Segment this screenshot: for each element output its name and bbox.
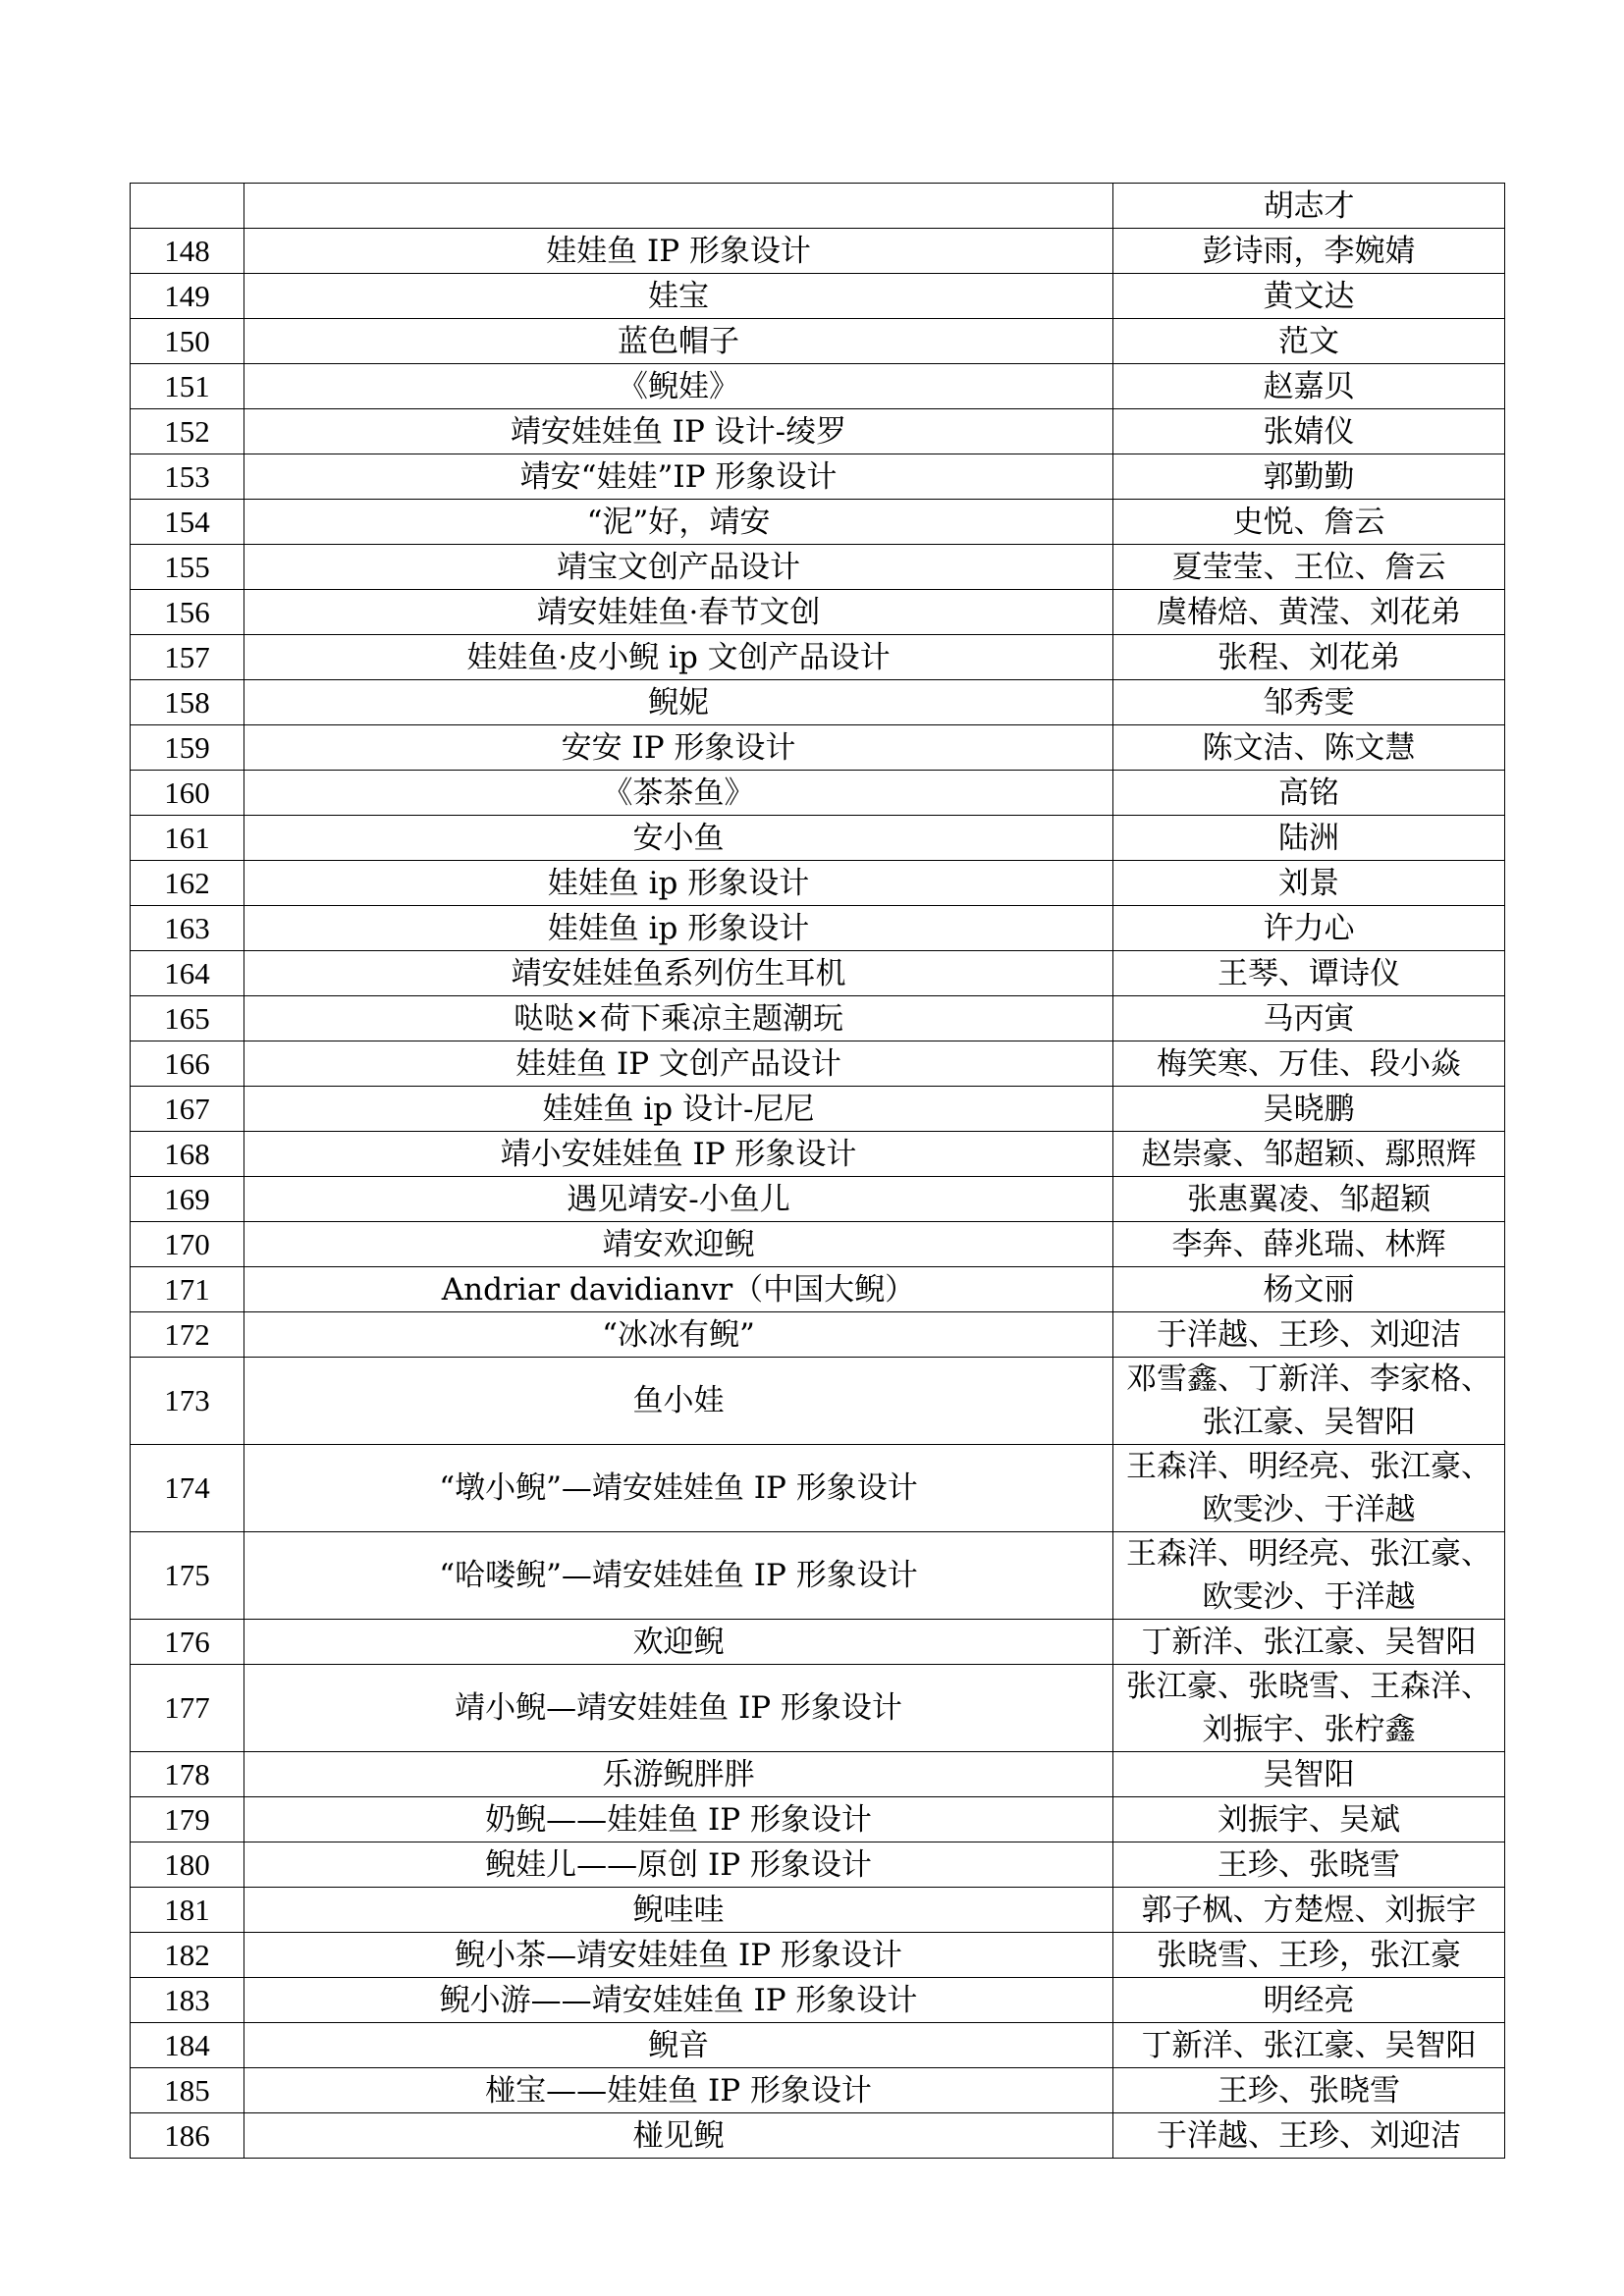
author-line: 王珍、张晓雪 — [1218, 2072, 1400, 2109]
table-row — [131, 1312, 1505, 1358]
entry-number-cell: 152 — [131, 409, 244, 454]
entry-title-cell: 安安 IP 形象设计 — [244, 725, 1113, 771]
entry-number-cell: 171 — [131, 1267, 244, 1312]
entry-number-cell: 165 — [131, 996, 244, 1041]
entry-number-cell: 151 — [131, 364, 244, 409]
entry-title-cell: 娃娃鱼 ip 形象设计 — [244, 861, 1113, 906]
entry-number-cell: 153 — [131, 454, 244, 500]
entry-title-cell: 靖安“娃娃”IP 形象设计 — [244, 454, 1113, 500]
author-line: 丁新洋、张江豪、吴智阳 — [1141, 1624, 1477, 1660]
entry-authors-cell — [1113, 1358, 1505, 1445]
entry-authors-cell — [1113, 725, 1505, 771]
entry-authors-cell — [1113, 951, 1505, 996]
entry-title-cell: 安小鱼 — [244, 816, 1113, 861]
table-row — [131, 1978, 1505, 2023]
author-line: 丁新洋、张江豪、吴智阳 — [1141, 2027, 1477, 2063]
author-line: 马丙寅 — [1263, 1000, 1355, 1037]
entry-number-cell: 157 — [131, 635, 244, 680]
author-line: 高铭 — [1278, 774, 1339, 811]
entry-authors-cell — [1113, 1312, 1505, 1358]
entry-number-cell: 155 — [131, 545, 244, 590]
entry-number-cell: 181 — [131, 1888, 244, 1933]
author-line: 张婧仪 — [1263, 413, 1355, 450]
entry-title-cell: 奶鲵——娃娃鱼 IP 形象设计 — [244, 1797, 1113, 1842]
author-line: 张程、刘花弟 — [1218, 639, 1400, 675]
entry-number-cell: 159 — [131, 725, 244, 771]
entry-authors-cell — [1113, 1752, 1505, 1797]
table-row — [131, 590, 1505, 635]
entry-authors-cell — [1113, 409, 1505, 454]
entry-authors-cell — [1113, 319, 1505, 364]
author-line: 刘景 — [1278, 865, 1339, 901]
table-row — [131, 1842, 1505, 1888]
table-row — [131, 364, 1505, 409]
entry-number-cell: 186 — [131, 2113, 244, 2159]
table-row — [131, 1888, 1505, 1933]
author-line: 陈文洁、陈文慧 — [1202, 729, 1416, 766]
table-row — [131, 1087, 1505, 1132]
author-line: 王珍、张晓雪 — [1218, 1846, 1400, 1883]
entry-title-cell: 鲵小游——靖安娃娃鱼 IP 形象设计 — [244, 1978, 1113, 2023]
author-line: 李奔、薛兆瑞、林辉 — [1171, 1226, 1446, 1262]
table-row — [131, 1620, 1505, 1665]
author-line: 赵崇豪、邹超颖、鄢照辉 — [1141, 1136, 1477, 1172]
entry-title-cell: 娃宝 — [244, 274, 1113, 319]
author-line: 彭诗雨，李婉婧 — [1202, 233, 1416, 269]
entry-title-cell — [244, 184, 1113, 229]
entry-authors-cell — [1113, 906, 1505, 951]
table-row — [131, 1358, 1505, 1445]
table-row — [131, 1132, 1505, 1177]
entry-number-cell: 162 — [131, 861, 244, 906]
entry-number-cell: 164 — [131, 951, 244, 996]
entry-title-cell: Andriar davidianvr（中国大鲵） — [244, 1267, 1113, 1312]
author-line: 梅笑寒、万佳、段小焱 — [1157, 1045, 1461, 1082]
table-row — [131, 1933, 1505, 1978]
author-line: 陆洲 — [1278, 820, 1339, 856]
table-row — [131, 816, 1505, 861]
entry-number-cell: 172 — [131, 1312, 244, 1358]
entry-authors-cell — [1113, 816, 1505, 861]
entry-number-cell: 161 — [131, 816, 244, 861]
entry-authors-cell — [1113, 500, 1505, 545]
table-row — [131, 319, 1505, 364]
entry-authors-cell — [1113, 274, 1505, 319]
entry-number-cell: 169 — [131, 1177, 244, 1222]
entry-authors-cell — [1113, 1132, 1505, 1177]
entry-number-cell: 185 — [131, 2068, 244, 2113]
entry-authors-cell — [1113, 590, 1505, 635]
entry-title-cell: 娃娃鱼 IP 形象设计 — [244, 229, 1113, 274]
author-line: 赵嘉贝 — [1263, 368, 1355, 404]
author-line: 王森洋、明经亮、张江豪、 — [1126, 1449, 1491, 1484]
entry-title-cell: 哒哒×荷下乘凉主题潮玩 — [244, 996, 1113, 1041]
entry-title-cell: 椪宝——娃娃鱼 IP 形象设计 — [244, 2068, 1113, 2113]
author-line: 于洋越、王珍、刘迎洁 — [1157, 1316, 1461, 1353]
entry-title-cell: 鲵小茶—靖安娃娃鱼 IP 形象设计 — [244, 1933, 1113, 1978]
author-line: 邹秀雯 — [1263, 684, 1355, 721]
table-row — [131, 274, 1505, 319]
entry-authors-cell — [1113, 1620, 1505, 1665]
entry-title-cell: 靖小安娃娃鱼 IP 形象设计 — [244, 1132, 1113, 1177]
entry-title-cell: “泥”好，靖安 — [244, 500, 1113, 545]
author-line: 王森洋、明经亮、张江豪、 — [1126, 1536, 1491, 1572]
entry-title-cell: 鲵妮 — [244, 680, 1113, 725]
table-row — [131, 2068, 1505, 2113]
entry-authors-cell — [1113, 996, 1505, 1041]
entry-title-cell: 靖小鲵—靖安娃娃鱼 IP 形象设计 — [244, 1665, 1113, 1752]
author-line: 张惠翼凌、邹超颖 — [1187, 1181, 1431, 1217]
author-line: 许力心 — [1263, 910, 1355, 946]
entry-title-cell: 靖宝文创产品设计 — [244, 545, 1113, 590]
entry-authors-cell — [1113, 1978, 1505, 2023]
author-line: 虞椿焙、黄滢、刘花弟 — [1157, 594, 1461, 630]
entry-number-cell: 176 — [131, 1620, 244, 1665]
entry-title-cell: 鲵哇哇 — [244, 1888, 1113, 1933]
entry-number-cell: 149 — [131, 274, 244, 319]
table-row — [131, 1041, 1505, 1087]
entry-number-cell: 166 — [131, 1041, 244, 1087]
entry-title-cell: 鱼小娃 — [244, 1358, 1113, 1445]
entry-authors-cell — [1113, 454, 1505, 500]
table-row — [131, 409, 1505, 454]
author-line: 张江豪、吴智阳 — [1202, 1405, 1416, 1440]
table-row — [131, 1267, 1505, 1312]
author-line: 夏莹莹、王位、詹云 — [1171, 549, 1446, 585]
author-line: 吴晓鹏 — [1263, 1091, 1355, 1127]
entry-title-cell: 娃娃鱼 ip 形象设计 — [244, 906, 1113, 951]
entry-number-cell: 179 — [131, 1797, 244, 1842]
entry-title-cell: 鲵音 — [244, 2023, 1113, 2068]
entry-title-cell: “哈喽鲵”—靖安娃娃鱼 IP 形象设计 — [244, 1532, 1113, 1620]
entry-authors-cell — [1113, 364, 1505, 409]
entry-number-cell: 175 — [131, 1532, 244, 1620]
author-line: 杨文丽 — [1263, 1271, 1355, 1308]
entry-number-cell: 160 — [131, 771, 244, 816]
entries-table-body — [131, 184, 1505, 2159]
entry-authors-cell — [1113, 861, 1505, 906]
entry-title-cell: 靖安欢迎鲵 — [244, 1222, 1113, 1267]
entry-authors-cell — [1113, 771, 1505, 816]
entry-authors-cell — [1113, 545, 1505, 590]
entry-number-cell: 163 — [131, 906, 244, 951]
table-row — [131, 2113, 1505, 2159]
entry-number-cell: 173 — [131, 1358, 244, 1445]
author-line: 王琴、谭诗仪 — [1218, 955, 1400, 991]
entry-authors-cell — [1113, 229, 1505, 274]
entry-authors-cell — [1113, 184, 1505, 229]
entry-number-cell: 174 — [131, 1445, 244, 1532]
entry-authors-cell — [1113, 1665, 1505, 1752]
table-row — [131, 1445, 1505, 1532]
entry-number-cell: 170 — [131, 1222, 244, 1267]
entry-authors-cell — [1113, 1041, 1505, 1087]
entry-authors-cell — [1113, 1445, 1505, 1532]
entry-title-cell: 娃娃鱼 IP 文创产品设计 — [244, 1041, 1113, 1087]
author-line: 吴智阳 — [1263, 1756, 1355, 1792]
author-line: 于洋越、王珍、刘迎洁 — [1157, 2117, 1461, 2154]
author-line: 明经亮 — [1263, 1982, 1355, 2018]
entry-authors-cell — [1113, 1177, 1505, 1222]
table-row — [131, 951, 1505, 996]
entries-table — [130, 183, 1505, 2159]
entry-authors-cell — [1113, 1267, 1505, 1312]
entry-number-cell: 177 — [131, 1665, 244, 1752]
entry-authors-cell — [1113, 2068, 1505, 2113]
entry-title-cell: 椪见鲵 — [244, 2113, 1113, 2159]
entry-number-cell: 167 — [131, 1087, 244, 1132]
entry-title-cell: 欢迎鲵 — [244, 1620, 1113, 1665]
entry-title-cell: 遇见靖安-小鱼儿 — [244, 1177, 1113, 1222]
entry-title-cell: 娃娃鱼 ip 设计-尼尼 — [244, 1087, 1113, 1132]
entry-authors-cell — [1113, 2113, 1505, 2159]
entry-authors-cell — [1113, 1842, 1505, 1888]
table-row — [131, 861, 1505, 906]
entry-title-cell: 《茶茶鱼》 — [244, 771, 1113, 816]
table-row — [131, 680, 1505, 725]
table-row — [131, 906, 1505, 951]
author-line: 欧雯沙、于洋越 — [1202, 1579, 1416, 1615]
author-line: 刘振宇、张柠鑫 — [1202, 1712, 1416, 1747]
entry-title-cell: “墩小鲵”—靖安娃娃鱼 IP 形象设计 — [244, 1445, 1113, 1532]
entry-authors-cell — [1113, 1933, 1505, 1978]
table-row — [131, 1665, 1505, 1752]
entry-number-cell: 148 — [131, 229, 244, 274]
author-line: 郭子枫、方楚煜、刘振宇 — [1141, 1892, 1477, 1928]
table-row — [131, 454, 1505, 500]
entry-number-cell: 184 — [131, 2023, 244, 2068]
author-line: 刘振宇、吴斌 — [1218, 1801, 1400, 1838]
table-row — [131, 1177, 1505, 1222]
author-line: 史悦、詹云 — [1232, 504, 1385, 540]
entry-title-cell: “冰冰有鲵” — [244, 1312, 1113, 1358]
entry-number-cell: 178 — [131, 1752, 244, 1797]
entry-title-cell: 靖安娃娃鱼·春节文创 — [244, 590, 1113, 635]
entry-number-cell: 183 — [131, 1978, 244, 2023]
entry-number-cell: 150 — [131, 319, 244, 364]
table-row — [131, 545, 1505, 590]
entry-authors-cell — [1113, 1087, 1505, 1132]
entry-title-cell: 乐游鲵胖胖 — [244, 1752, 1113, 1797]
entry-number-cell: 180 — [131, 1842, 244, 1888]
table-row — [131, 1532, 1505, 1620]
entry-title-cell: 鲵娃儿——原创 IP 形象设计 — [244, 1842, 1113, 1888]
entry-authors-cell — [1113, 635, 1505, 680]
entry-number-cell: 156 — [131, 590, 244, 635]
entry-title-cell: 《鲵娃》 — [244, 364, 1113, 409]
table-row — [131, 635, 1505, 680]
entry-number-cell: 158 — [131, 680, 244, 725]
author-line: 黄文达 — [1263, 278, 1355, 314]
table-row — [131, 1797, 1505, 1842]
entry-authors-cell — [1113, 680, 1505, 725]
entry-authors-cell — [1113, 1888, 1505, 1933]
entry-title-cell: 靖安娃娃鱼系列仿生耳机 — [244, 951, 1113, 996]
table-row — [131, 229, 1505, 274]
table-row — [131, 996, 1505, 1041]
table-row — [131, 500, 1505, 545]
author-line: 张江豪、张晓雪、王森洋、 — [1126, 1669, 1491, 1704]
entry-authors-cell — [1113, 2023, 1505, 2068]
table-row — [131, 2023, 1505, 2068]
entry-number-cell: 182 — [131, 1933, 244, 1978]
entry-title-cell: 蓝色帽子 — [244, 319, 1113, 364]
entry-title-cell: 靖安娃娃鱼 IP 设计-绫罗 — [244, 409, 1113, 454]
author-line: 郭勤勤 — [1263, 458, 1355, 495]
author-line: 欧雯沙、于洋越 — [1202, 1492, 1416, 1527]
table-row — [131, 184, 1505, 229]
entry-number-cell — [131, 184, 244, 229]
author-line: 邓雪鑫、丁新洋、李家格、 — [1126, 1362, 1491, 1397]
table-row — [131, 771, 1505, 816]
author-line: 范文 — [1278, 323, 1339, 359]
entry-authors-cell — [1113, 1532, 1505, 1620]
entry-number-cell: 154 — [131, 500, 244, 545]
entry-authors-cell — [1113, 1222, 1505, 1267]
author-line: 胡志才 — [1263, 187, 1355, 224]
entry-title-cell: 娃娃鱼·皮小鲵 ip 文创产品设计 — [244, 635, 1113, 680]
table-row — [131, 1222, 1505, 1267]
table-row — [131, 725, 1505, 771]
author-line: 张晓雪、王珍，张江豪 — [1157, 1937, 1461, 1973]
entry-authors-cell — [1113, 1797, 1505, 1842]
table-row — [131, 1752, 1505, 1797]
entry-number-cell: 168 — [131, 1132, 244, 1177]
